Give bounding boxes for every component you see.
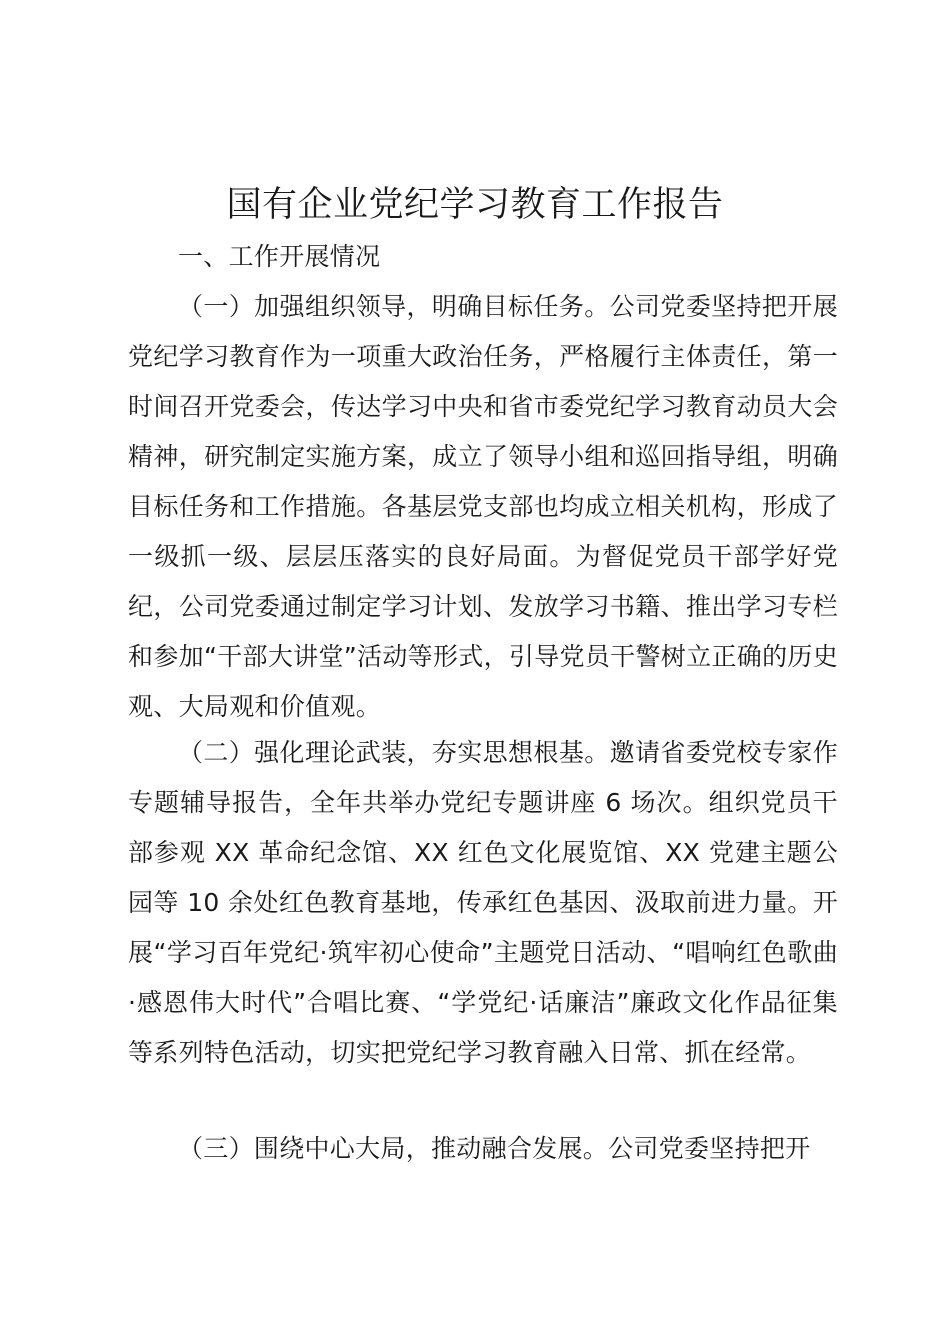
paragraph-3: （三）围绕中心大局，推动融合发展。公司党委坚持把开 xyxy=(178,1134,811,1163)
paragraph-2: （二）强化理论武装，夯实思想根基。邀请省委党校专家作专题辅导报告，全年共举办党纪专题讲座 6 场次。组织党员干部参观 XX 革命纪念馆、XX 红色文化展览馆、XX 党建主题公园等 10 余处红色教育基地，传承红色基因、汲取前进力量。开展“学习百年党纪·筑牢初心使命”主题党日活动、“唱响红色歌曲·感恩伟大时代”合唱比赛、“学党纪·话廉洁”廉政文化作品征集等系列特色活动，切实把党纪学习教育融入日常、抓在经常。 xyxy=(128,738,838,1067)
document-title: 国有企业党纪学习教育工作报告 xyxy=(226,185,724,225)
section-heading: 一、工作开展情况 xyxy=(178,242,381,271)
paragraph-1: （一）加强组织领导，明确目标任务。公司党委坚持把开展党纪学习教育作为一项重大政治任务，严格履行主体责任，第一时间召开党委会，传达学习中央和省市委党纪学习教育动员大会精神，研究制定实施方案，成立了领导小组和巡回指导组，明确目标任务和工作措施。各基层党支部也均成立相关机构，形成了一级抓一级、层层压落实的良好局面。为督促党员干部学好党纪，公司党委通过制定学习计划、发放学习书籍、推出学习专栏和参加“干部大讲堂”活动等形式，引导党员干警树立正确的历史观、大局观和价值观。 xyxy=(128,292,838,721)
